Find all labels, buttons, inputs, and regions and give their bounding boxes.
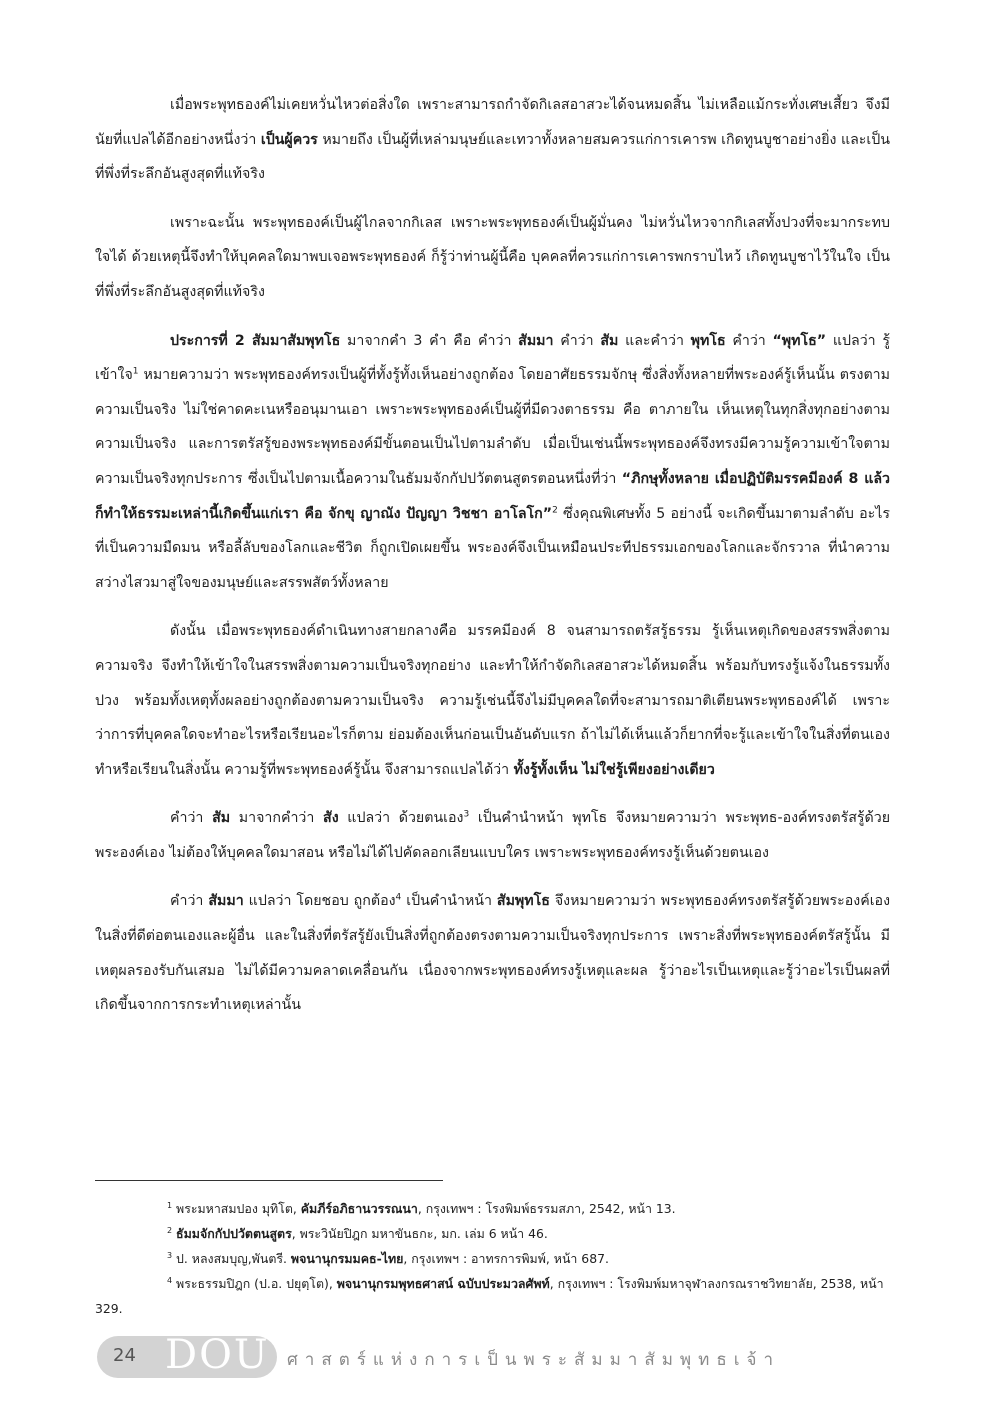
text-segment: คำว่า xyxy=(170,893,209,910)
footnote-1: $^1$ พระมหาสมปอง มุทิโต, คัมภีร์อภิธานวรรณนา, กรุงเทพฯ : โรงพิมพ์ธรรมสภา, 2542, หน้า 13. xyxy=(167,1200,676,1216)
text-segment: มาจากคำ 3 คำ คือ คำว่า xyxy=(340,332,519,349)
text-segment: สัมมา xyxy=(518,332,554,349)
footnote-ref: 3 xyxy=(463,809,470,820)
footnotes xyxy=(95,1196,890,1321)
text-segment: “พุทโธ” xyxy=(772,332,827,349)
text-segment: คำว่า xyxy=(725,332,773,349)
text-segment: แปลว่า โดยชอบ ถูกต้อง xyxy=(243,893,396,910)
text-segment: สัง xyxy=(323,810,339,827)
footnote-4: $^4$ พระธรรมปิฎก (ป.อ. ปยุตฺโต), พจนานุกรมพุทธศาสน์ ฉบับประมวลศัพท์, กรุงเทพฯ : โรงพิมพ์มหาจุฬาลงกรณราชวิทยาลัย, 2538, หน้า 329. xyxy=(95,1275,884,1316)
paragraph xyxy=(95,324,890,601)
text-segment: เป็นคำนำหน้า พุทโธ จึงหมายความว่า พระพุทธ-องค์ทรงตรัสรู้ด้วยพระองค์เอง ไม่ต้องให้บุคคลใดมาสอน หรือไม่ได้ไปคัดลอกเลียนแบบใคร เพราะพระพุทธองค์ทรงรู้เห็นด้วยตนเอง xyxy=(95,810,891,861)
text-segment: “ภิกษุทั้งหลาย เมื่อปฏิบัติมรรคมีองค์ 8 แล้ว ก็ทำให้ธรรมะเหล่านี้เกิดขึ้นแก่เรา คือ จักขุ ญาณัง ปัญญา วิชชา อาโลโก” xyxy=(95,470,890,522)
text-segment: สัม xyxy=(600,332,619,349)
text-segment: คำว่า xyxy=(170,810,213,827)
text-segment: เป็นคำนำหน้า xyxy=(401,893,497,910)
paragraph xyxy=(95,884,890,1022)
text-segment: คำว่า xyxy=(553,332,601,349)
text-segment: แปลว่า รู้ เข้าใจ xyxy=(95,332,890,384)
page-footer xyxy=(97,1332,902,1378)
paragraph xyxy=(95,206,890,310)
page-number: 24 xyxy=(113,1345,136,1366)
footnote-ref: 2 xyxy=(552,504,558,515)
text-segment: สัมพุทโธ xyxy=(496,893,550,910)
text-segment: สัม xyxy=(212,810,231,827)
page-number-pill xyxy=(97,1332,277,1378)
paragraph xyxy=(95,614,890,787)
body-text xyxy=(95,88,890,1037)
running-title: ศาสตร์แห่งการเป็นพระสัมมาสัมพุทธเจ้า xyxy=(287,1350,781,1370)
text-segment: สัมมา xyxy=(208,893,244,910)
text-segment: ซึ่งคุณพิเศษทั้ง 5 อย่างนี้ จะเกิดขึ้นมาตามลำดับ อะไรที่เป็นความมืดมน หรือลี้ลับของโลกและชีวิต ก็ถูกเปิดเผยขึ้น พระองค์จึงเป็นเหมือนประทีปธรรมเอกของโลกและจักรวาล ที่นำความสว่างไสวมาสู่ใจของมนุษย์และสรรพสัตว์ทั้งหลาย xyxy=(95,505,890,591)
text-segment: มาจากคำว่า xyxy=(230,810,324,827)
text-segment: เพราะฉะนั้น พระพุทธองค์เป็นผู้ไกลจากกิเลส เพราะพระพุทธองค์เป็นผู้มั่นคง ไม่หวั่นไหวจากกิเลสทั้งปวงที่จะมากระทบใจได้ ด้วยเหตุนี้จึงทำให้บุคคลใดมาพบเจอพระพุทธองค์ ก็รู้ว่าท่านผู้นี้คือ บุคคลที่ควรแก่การเคารพกราบไหว้ เกิดทูนบูชาไว้ในใจ เป็นที่พึ่งที่ระลึกอันสูงสุดที่แท้จริง xyxy=(95,214,890,300)
text-segment: และคำว่า xyxy=(618,332,691,349)
footnote-ref: 1 xyxy=(132,366,139,377)
footnote-ref: 4 xyxy=(395,892,402,903)
text-segment: แปลว่า ด้วยตนเอง xyxy=(338,810,464,827)
text-segment: ประการที่ 2 สัมมาสัมพุทโธ xyxy=(170,332,341,349)
text-segment: หมายถึง เป็นผู้ที่เหล่ามนุษย์และเทวาทั้งหลายสมควรแก่การเคารพ เกิดทูนบูชาอย่างยิ่ง และเป็นที่พึ่งที่ระลึกอันสูงสุดที่แท้จริง xyxy=(95,131,890,183)
footnote-3: $^3$ ป. หลงสมบุญ,พันตรี. พจนานุกรมมคธ-ไทย, กรุงเทพฯ : อาทรการพิมพ์, หน้า 687. xyxy=(167,1250,609,1266)
paragraph xyxy=(95,801,890,870)
text-segment: จึงหมายความว่า พระพุทธองค์ทรงตรัสรู้ด้วยพระองค์เองในสิ่งที่ดีต่อตนเองและผู้อื่น และในสิ่งที่ตรัสรู้ยังเป็นสิ่งที่ถูกต้องตรงตามความเป็นจริงทุกประการ เพราะสิ่งที่พระพุทธองค์ตรัสรู้นั้น มีเหตุผลรองรับกันเสมอ ไม่ได้มีความคลาดเคลื่อนกัน เนื่องจากพระพุทธองค์ทรงรู้เหตุและผล รู้ว่าอะไรเป็นเหตุและรู้ว่าอะไรเป็นผลที่เกิดขึ้นจากการกระทำเหตุเหล่านั้น xyxy=(95,893,891,1014)
text-segment: หมายความว่า พระพุทธองค์ทรงเป็นผู้ที่ทั้งรู้ทั้งเห็นอย่างถูกต้อง โดยอาศัยธรรมจักษุ ซึ่งสิ่งทั้งหลายที่พระองค์รู้เห็นนั้น ตรงตามความเป็นจริง ไม่ใช่คาดคะเนหรืออนุมานเอา เพราะพระพุทธองค์เป็นผู้ที่มีดวงตาธรรม คือ ตาภายใน เห็นเหตุในทุกสิ่งทุกอย่างตามความเป็นจริง และการตรัสรู้ของพระพุทธองค์มีขั้นตอนเป็นไปตามลำดับ เมื่อเป็นเช่นนี้พระพุทธองค์จึงทรงมีความรู้ความเข้าใจตามความเป็นจริงทุกประการ ซึ่งเป็นไปตามเนื้อความในธัมมจักกัปปวัตตนสูตรตอนหนึ่งที่ว่า xyxy=(95,367,890,487)
footnote-divider xyxy=(95,1180,443,1181)
text-segment: ดังนั้น เมื่อพระพุทธองค์ดำเนินทางสายกลางคือ มรรคมีองค์ 8 จนสามารถตรัสรู้ธรรม รู้เห็นเหตุเกิดของสรรพสิ่งตามความจริง จึงทำให้เข้าใจในสรรพสิ่งตามความเป็นจริงทุกอย่าง และทำให้กำจัดกิเลสอาสวะได้หมดสิ้น พร้อมกับทรงรู้แจ้งในธรรมทั้งปวง พร้อมทั้งเหตุทั้งผลอย่างถูกต้องตามความเป็นจริง ความรู้เช่นนี้จึงไม่มีบุคคลใดที่จะสามารถมาติเตียนพระพุทธองค์ได้ เพราะว่าการที่บุคคลใดจะทำอะไรหรือเรียนอะไรก็ตาม ย่อมต้องเห็นก่อนเป็นอันดับแรก ถ้าไม่ได้เห็นแล้วก็ยากที่จะรู้และเข้าใจในสิ่งที่ตนเองทำหรือเรียนในสิ่งนั้น ความรู้ที่พระพุทธองค์รู้นั้น จึงสามารถแปลได้ว่า xyxy=(95,623,890,778)
text-segment: เป็นผู้ควร xyxy=(260,131,318,148)
text-segment: พุทโธ xyxy=(690,332,726,349)
text-segment: เมื่อพระพุทธองค์ไม่เคยหวั่นไหวต่อสิ่งใด เพราะสามารถกำจัดกิเลสอาสวะได้จนหมดสิ้น ไม่เหลือแม้กระทั่งเศษเสี้ยว จึงมีนัยที่แปลได้อีกอย่างหนึ่งว่า xyxy=(95,97,890,148)
text-segment: ทั้งรู้ทั้งเห็น ไม่ใช่รู้เพียงอย่างเดียว xyxy=(513,761,715,778)
paragraph xyxy=(95,88,890,192)
dou-logo: DOU xyxy=(165,1332,270,1378)
footnote-2: $^2$ ธัมมจักกัปปวัตตนสูตร, พระวินัยปิฎก มหาขันธกะ, มก. เล่ม 6 หน้า 46. xyxy=(167,1225,548,1241)
